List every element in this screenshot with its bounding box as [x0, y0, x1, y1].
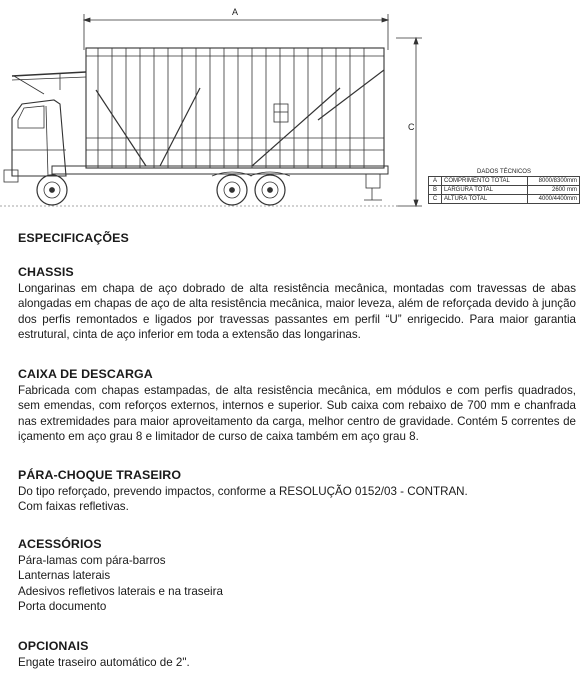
section-parachoque [18, 468, 576, 515]
row-label: ALTURA TOTAL [442, 195, 528, 204]
list-item: Com faixas refletivas. [18, 500, 129, 514]
list-item: Do tipo reforçado, prevendo impactos, conforme a RESOLUÇÃO 0152/03 - CONTRAN. [18, 484, 468, 498]
list-item: Adesivos refletivos laterais e na traseira [18, 584, 223, 598]
table-row [429, 195, 580, 204]
section-acessorios [18, 537, 576, 615]
row-value: 2600 mm [527, 186, 579, 195]
list-item: Engate traseiro automático de 2". [18, 655, 190, 669]
section-text-caixa: Fabricada com chapas estampadas, de alta resistência mecânica, em módulos e com perfis quadrados, sem emendas, com reforços externos, internos e superior. Sub caixa com rebaixo de 700 mm e chanfrada nas extremidades para maior aproveitamento da carga, melhor centro de gravidade. Contém 5 correntes de içamento em aço grau 8 e limitador de curso de caixa também em aço grau 8. [18, 383, 576, 444]
section-text-chassis: Longarinas em chapa de aço dobrado de alta resistência mecânica, montadas com travessas de abas alongadas em chapas de aço de alta resistência mecânica, maior leveza, além de reforçada devido à junção dos perfis remontados e ligados por travessas passantes em perfil “U” enrigecido. Para maior garantia estrutural, cinta de aço inferior em toda a extensão das longarinas. [18, 281, 576, 342]
section-heading-opcionais: OPCIONAIS [18, 639, 89, 653]
table-row [429, 186, 580, 195]
section-heading-caixa: CAIXA DE DESCARGA [18, 367, 153, 381]
table-row [429, 177, 580, 186]
section-heading-chassis: CHASSIS [18, 265, 74, 279]
truck-cab [12, 100, 66, 176]
section-heading-acessorios: ACESSÓRIOS [18, 537, 102, 551]
row-value: 8000/8300mm [527, 177, 579, 186]
row-key: A [429, 177, 442, 186]
row-label: COMPRIMENTO TOTAL [442, 177, 528, 186]
section-caixa [18, 367, 576, 445]
list-item: Lanternas laterais [18, 569, 111, 583]
row-key: B [429, 186, 442, 195]
row-key: C [429, 195, 442, 204]
technical-data-title: DADOS TÉCNICOS [429, 168, 580, 177]
row-label: LARGURA TOTAL [442, 186, 528, 195]
document-title: ESPECIFICAÇÕES [18, 231, 129, 245]
section-opcionais [18, 639, 576, 670]
list-item: Pára-lamas com pára-barros [18, 553, 166, 567]
row-value: 4000/4400mm [527, 195, 579, 204]
dimension-label-a: A [232, 7, 239, 17]
dimension-label-c: C [408, 122, 415, 132]
technical-data-table [428, 168, 580, 204]
section-chassis [18, 265, 576, 343]
section-heading-parachoque: PÁRA-CHOQUE TRASEIRO [18, 468, 182, 482]
list-item: Porta documento [18, 600, 107, 614]
